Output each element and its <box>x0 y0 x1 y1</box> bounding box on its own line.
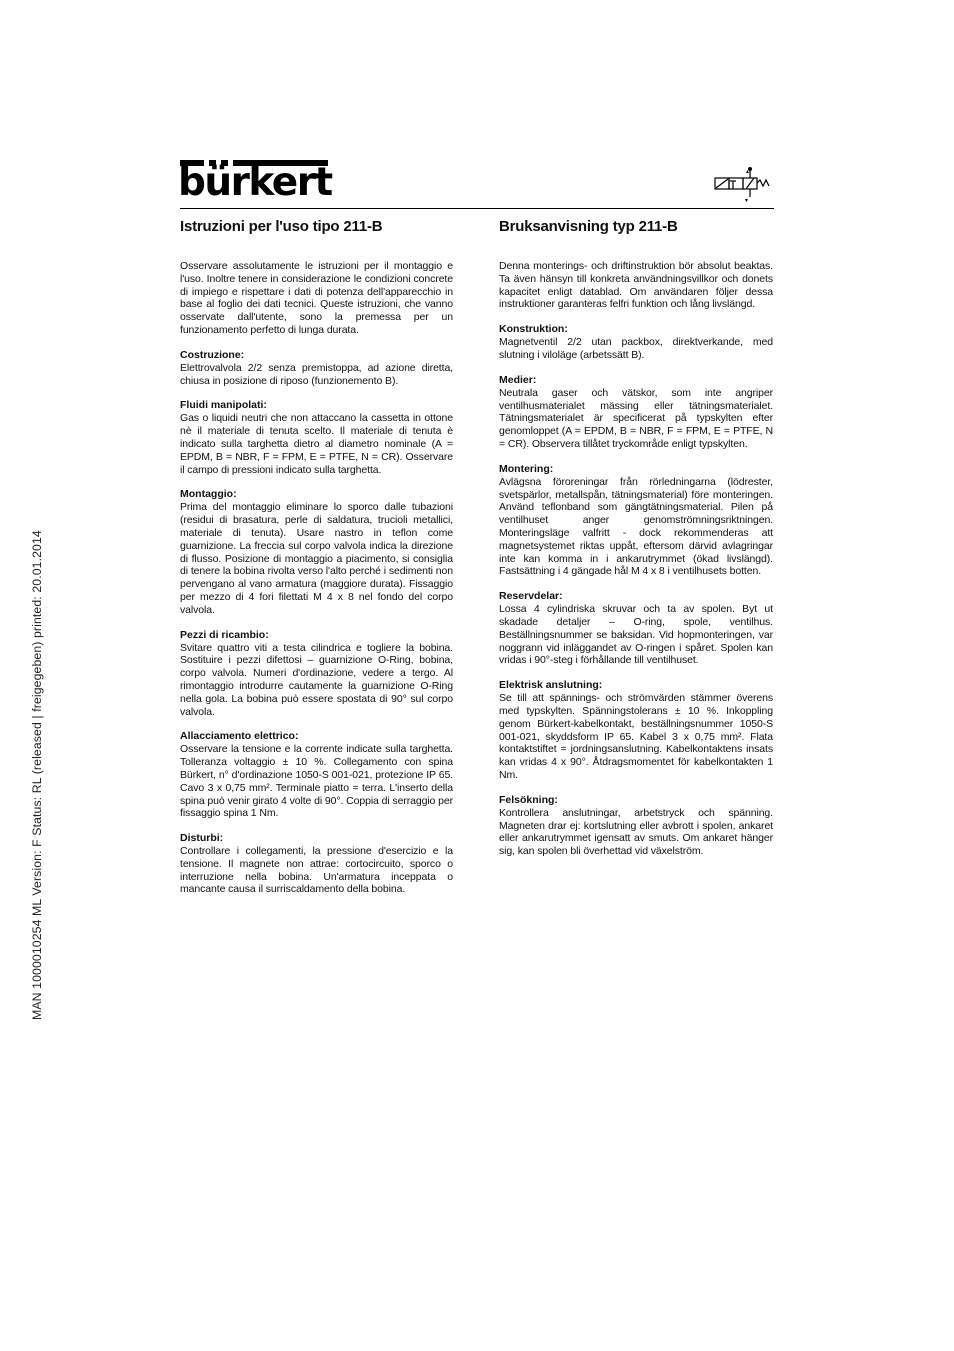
section-heading: Felsökning: <box>499 793 558 806</box>
italian-title: Istruzioni per l'uso tipo 211-B <box>180 218 383 235</box>
section-text: Neutrala gaser och vätskor, som inte angriper ventilhusmaterialet mässing eller tätningsmaterialet. Tätningsmaterialet är specificerat på typskylten efter genomloppet (A = EPDM, B = NBR, F = FPM, E = PTFE, N = CR). Observera tillåtet tryckområde enligt typskylten. <box>499 386 773 450</box>
section-heading: Reservdelar: <box>499 590 563 603</box>
document-control-note <box>30 500 48 1020</box>
section-text: Elettrovalvola 2/2 senza premistoppa, ad azione diretta, chiusa in posizione di riposo (funzionemento B). <box>180 361 453 387</box>
section-heading: Allacciamento elettrico: <box>180 730 299 743</box>
section-heading: Fluidi manipolati: <box>180 399 267 412</box>
swedish-section <box>499 463 773 578</box>
swedish-section <box>499 679 773 782</box>
italian-section <box>180 399 453 476</box>
section-heading: Pezzi di ricambio: <box>180 628 269 641</box>
section-text: Controllare i collegamenti, la pressione d'esercizio e la tensione. Il magnete non attrae: cortocircuito, sporco o interruzione nella bobina. Un'armatura inceppata o mancante causa il surriscaldamento della bobina. <box>180 845 453 896</box>
section-text: Kontrollera anslutningar, arbetstryck och spänning. Magneten drar ej: kortslutning eller avbrott i spolen, ankaret eller ankarutrymmet igensatt av smuts. Om ankaret hänger sig, kan spolen bli överhettad vid växelström. <box>499 806 773 858</box>
italian-section <box>180 488 453 616</box>
section-heading: Konstruktion: <box>499 323 568 336</box>
swedish-column <box>499 218 773 858</box>
swedish-section <box>499 374 773 451</box>
italian-column <box>180 218 453 896</box>
section-heading: Costruzione: <box>180 348 245 361</box>
header-rule <box>180 208 774 209</box>
burkert-logo <box>180 160 330 204</box>
section-text: Avlägsna föroreningar från rörledningarna (lödrester, svetspärlor, metallspån, tätningsmaterial) före monteringen. Använd teflonband som gängtätningsmaterial. Pilen på ventilhuset anger genomströmningsriktningen. Monteringsläge valfritt - dock rekommenderas att magnetsystemet riktas uppåt, eftersom därvid avlagringar inte kan komma in i ankarutrymmet (ökad livslängd). Fastsättning i 4 gängade hål M 4 x 8 i ventilhusets botten. <box>499 475 773 578</box>
section-text: Prima del montaggio eliminare lo sporco dalle tubazioni (residui di brasatura, perle di saldatura, trucioli metallici, materiale di tenuta). Usare nastro in teflon come guarnizione. La freccia sul corpo valvola indica la direzione di flusso. Posizione di montaggio a piacimento, si consiglia di tenere la bobina rivolta verso l'alto perché i sedimenti non pervengano al vano armatura (maggiore durata). Fissaggio per mezzo di 4 fori filettati M 4 x 8 nel fondo del corpo valvola. <box>180 501 453 616</box>
section-heading: Montering: <box>499 462 554 475</box>
section-text: Se till att spännings- och strömvärden stämmer överens med typskylten. Spänningstolerans ± 10 %. Inkoppling genom Bürkert-kabelkontakt, beställningsnummer 1050-S 001-021, skyddsform IP 65. Kabel 3 x 0,75 mm². Flata kontaktstiftet = jordningsanslutning. Kabelkontaktens insats kan vridas 4 x 90°. Åtdragsmomentet för kabelkontakten 1 Nm. <box>499 692 773 781</box>
section-text: Lossa 4 cylindriska skruvar och ta av spolen. Byt ut skadade detaljer – O-ring, spole, ventilhus. Beställningsnummer se baksidan. Vid hopmonteringen, var noggrann vid inläggandet av O-ringen i spåret. Spolen kan vridas i 90°-steg i förhållande till ventilhuset. <box>499 603 773 667</box>
side-note-text: MAN 1000010254 ML Version: F Status: RL (released | freigegeben) printed: 20.01.2014 <box>30 530 44 1020</box>
logo-wordmark: bürkert <box>178 160 332 205</box>
italian-section <box>180 832 453 896</box>
section-heading: Medier: <box>499 373 537 386</box>
italian-intro: Osservare assolutamente le istruzioni per il montaggio e l'uso. Inoltre tenere in considerazione le condizioni concrete di impiego e rispettare i dati di potenza dell'apparecchio in base al foglio dei dati tecnici. Queste istruzioni, che vanno osservate dall'utente, sono la premessa per un funzionamento perfetto di lunga durata. <box>180 260 453 336</box>
swedish-title: Bruksanvisning typ 211-B <box>499 218 678 235</box>
italian-section <box>180 349 453 388</box>
italian-section <box>180 629 453 719</box>
section-text: Osservare la tensione e la corrente indicate sulla targhetta. Tolleranza voltaggio ± 10 %. Collegamento con spina Bürkert, n° d'ordinazione 1050-S 001-021, protezione IP 65. Cavo 3 x 0,75 mm². Terminale piatto = terra. L'inserto della spina può venir girato 4 volte di 90°. Coppia di serraggio per fissaggio spina 1 Nm. <box>180 743 453 820</box>
swedish-section <box>499 794 773 858</box>
section-text: Magnetventil 2/2 utan packbox, direktverkande, med slutning i viloläge (arbetssätt B). <box>499 336 773 361</box>
section-text: Svitare quattro viti a testa cilindrica e togliere la bobina. Sostituire i pezzi difettosi – guarnizione O-Ring, bobina, corpo valvola. Numeri d'ordinazione, vedere a tergo. Al rimontaggio introdurre cautamente la guarnizione O-Ring nella gola. La bobina può essere spostata di 90° sul corpo valvola. <box>180 641 453 718</box>
valve-symbol-icon <box>713 163 773 205</box>
swedish-section <box>499 590 773 667</box>
section-heading: Disturbi: <box>180 832 224 845</box>
section-heading: Montaggio: <box>180 488 237 501</box>
swedish-section <box>499 323 773 362</box>
section-heading: Elektrisk anslutning: <box>499 679 603 692</box>
italian-section <box>180 730 453 820</box>
swedish-intro: Denna monterings- och driftinstruktion bör absolut beaktas. Ta även hänsyn till konkreta användningsvillkor och donets kapacitet enligt datablad. Om användaren följer dessa instruktioner garanteras felfri funktion och lång livslängd. <box>499 260 773 311</box>
section-text: Gas o liquidi neutri che non attaccano la cassetta in ottone nè il materiale di tenuta scelto. Il materiale di tenuta è indicato sulla targhetta dietro al diametro nominale (A = EPDM, B = NBR, F = FPM, E = PTFE, N = CR). Osservare il campo di pressioni indicato sulla targhetta. <box>180 412 453 476</box>
